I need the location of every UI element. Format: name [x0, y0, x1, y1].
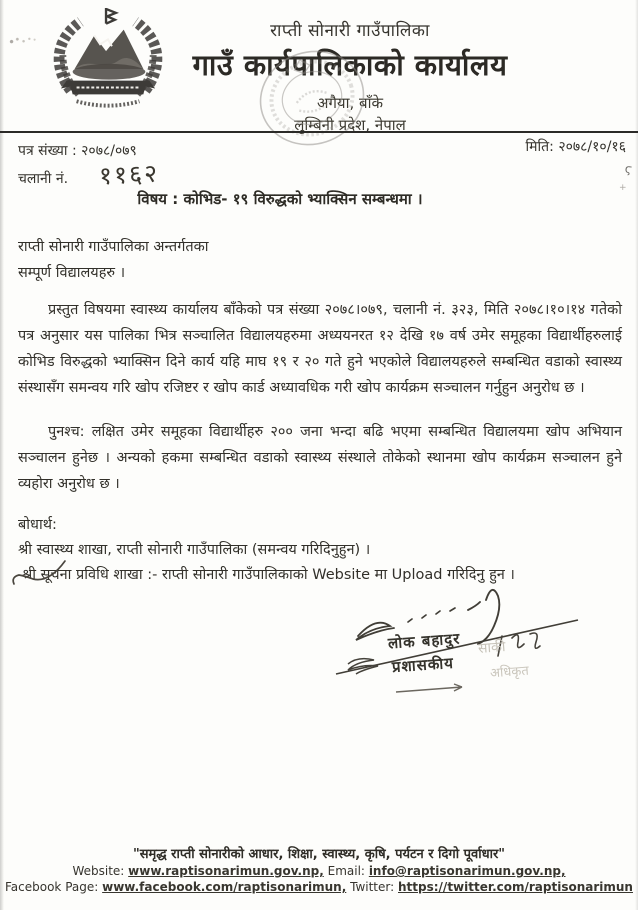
- scan-edge-shadow-left: [0, 0, 4, 910]
- handwritten-tick-mark: [8, 554, 68, 590]
- scan-smudge: [7, 34, 38, 46]
- date-value: २०७८/१०/१६: [558, 139, 626, 155]
- subject-line: विषय : कोभिड- १९ विरुद्धको भ्याक्सिन सम्बन्धमा ।: [137, 190, 423, 208]
- facebook-label: Facebook Page:: [5, 880, 99, 894]
- dispatch-number-handwritten: ११६२: [98, 158, 160, 191]
- signatory-name-stamp: लोक बहादुर: [387, 629, 461, 653]
- office-province: लुम्बिनी प्रदेश, नेपाल: [294, 116, 406, 134]
- body-paragraph-1: प्रस्तुत विषयमा स्वास्थ्य कार्यालय बाँकेको पत्र संख्या २०७८।०७९, चलानी नं. ३२३, मिति २०७८।१०।१४ गतेको पत्र अनुसार यस पालिका भित्र सञ्चालित विद्यालयहरुमा अध्ययनरत १२ देखि १७ वर्ष उमेर समूहका विद्यार्थीहरुलाई कोभिड विरुद्धको भ्याक्सिन दिने कार्य यहि माघ १९ र २० गते हुने भएकोले विद्यालयहरुले सम्बन्धित वडाको स्वास्थ्य संस्थासँग समन्वय गरि खोप रजिष्टर र खोप कार्ड अध्यावधिक गरी खोप कार्यक्रम सञ्चालन गर्नुहुन अनुरोध छ ।: [18, 302, 622, 396]
- cc-item: श्री सूचना प्रविधि शाखा :- राप्ती सोनारी गाउँपालिकाको Website मा Upload गरिदिनु हुन ।: [22, 567, 515, 583]
- signature-block: [330, 578, 630, 698]
- addressee-line-1: राप्ती सोनारी गाउँपालिका अन्तर्गतका: [18, 239, 209, 255]
- addressee-block: [18, 234, 209, 286]
- municipality-name: राप्ती सोनारी गाउँपालिका: [270, 21, 430, 41]
- letter-number-value: २०७८/०७९: [81, 143, 137, 159]
- signatory-name-faint: साकी: [477, 639, 507, 657]
- signatory-title-faint: अधिकृत: [489, 663, 530, 682]
- addressee-line-2: सम्पूर्ण विद्यालयहरु ।: [18, 265, 126, 281]
- date-label: मिति:: [525, 139, 554, 155]
- email-label: Email:: [327, 864, 365, 878]
- footer-slogan: "समृद्ध राप्ती सोनारीको आधार, शिक्षा, स्वास्थ्य, कृषि, पर्यटन र दिगो पूर्वाधार": [132, 847, 506, 862]
- letter-number-label: पत्र संख्या :: [18, 143, 77, 159]
- website-label: Website:: [72, 864, 125, 878]
- cc-item: श्री स्वास्थ्य शाखा, राप्ती सोनारी गाउँपालिका (समन्वय गरिदिनुहुन) ।: [18, 542, 371, 558]
- body-paragraph-2: पुनश्च: लक्षित उमेर समूहका विद्यार्थीहरु २०० जना भन्दा बढि भएमा सम्बन्धित विद्यालयमा खोप अभियान सञ्चालन हुनेछ । अन्यको हकमा सम्बन्धित वडाको स्वास्थ्य संस्थाले तोकेको स्थानमा खोप कार्यक्रम सञ्चालन हुने व्यहोरा अनुरोध छ ।: [18, 424, 622, 492]
- letter-date: [526, 137, 626, 156]
- twitter-url: https://twitter.com/raptisonarimun: [398, 880, 633, 894]
- email-address: info@raptisonarimun.gov.np,: [368, 864, 566, 878]
- scan-mark: ϛ: [624, 161, 633, 177]
- twitter-label: Twitter:: [350, 880, 395, 894]
- scan-mark: +: [619, 183, 627, 193]
- office-address: अगैया, बाँके: [317, 94, 383, 112]
- signatory-title-stamp: प्रशासकीय: [391, 653, 455, 677]
- footer-contact-line-1: [0, 864, 638, 878]
- dispatch-number-label: चलानी नं.: [18, 171, 69, 187]
- facebook-url: www.facebook.com/raptisonarimun,: [102, 880, 347, 894]
- website-url: www.raptisonarimun.gov.np,: [128, 864, 324, 878]
- header-divider: [0, 131, 638, 133]
- cc-heading: बोधार्थ:: [18, 517, 57, 533]
- footer-contact-line-2: [0, 880, 638, 894]
- office-name: गाउँ कार्यपालिकाको कार्यालय: [192, 48, 508, 82]
- letter-footer: [0, 844, 638, 894]
